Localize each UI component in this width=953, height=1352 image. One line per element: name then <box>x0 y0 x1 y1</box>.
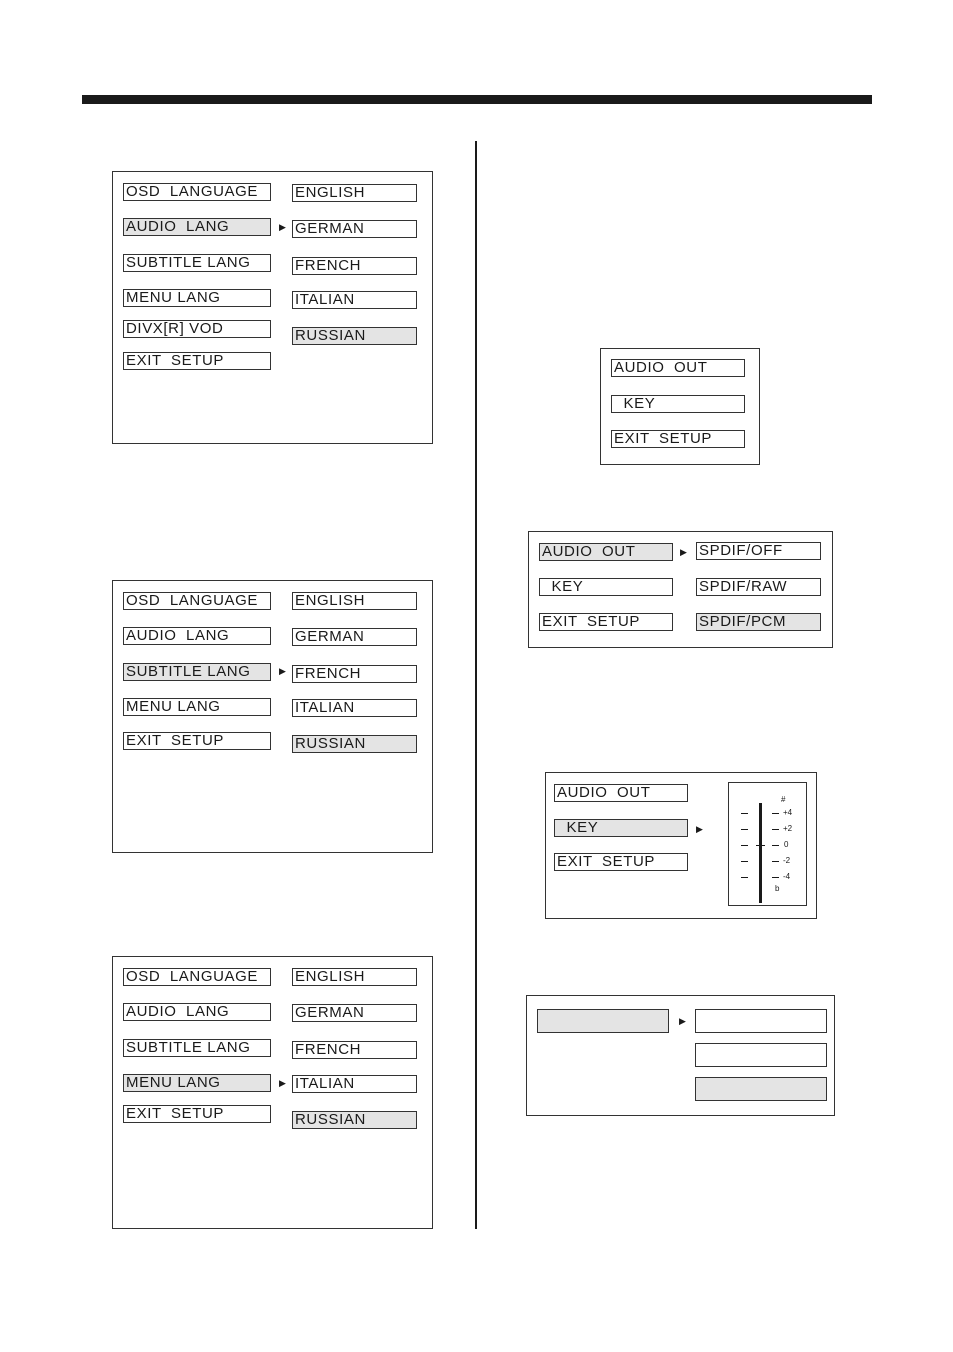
key-pitch-scale[interactable] <box>728 782 807 906</box>
blank-option-3[interactable] <box>695 1077 827 1101</box>
menu-item-exit-setup[interactable]: EXIT SETUP <box>611 430 745 448</box>
option-russian[interactable]: RUSSIAN <box>292 735 417 753</box>
option-german[interactable]: GERMAN <box>292 628 417 646</box>
menu-item-menu-lang[interactable]: MENU LANG <box>123 1074 271 1092</box>
option-spdif-raw[interactable]: SPDIF/RAW <box>696 578 821 596</box>
scale-tick-left <box>741 861 748 862</box>
option-french[interactable]: FRENCH <box>292 665 417 683</box>
menu-item-audio-lang[interactable]: AUDIO LANG <box>123 1003 271 1021</box>
scale-label-minus4: -4 <box>783 872 791 881</box>
option-english[interactable]: ENGLISH <box>292 592 417 610</box>
selection-arrow-icon: ▶ <box>279 1078 286 1088</box>
option-french[interactable]: FRENCH <box>292 257 417 275</box>
option-italian[interactable]: ITALIAN <box>292 699 417 717</box>
scale-current-marker <box>756 845 765 846</box>
selection-arrow-icon: ▶ <box>279 222 286 232</box>
option-french[interactable]: FRENCH <box>292 1041 417 1059</box>
blank-option-2[interactable] <box>695 1043 827 1067</box>
menu-item-audio-out[interactable]: AUDIO OUT <box>554 784 688 802</box>
scale-label-zero: 0 <box>784 840 789 849</box>
blank-menu-item[interactable] <box>537 1009 669 1033</box>
scale-label-plus4: +4 <box>783 808 793 817</box>
scale-label-plus2: +2 <box>783 824 793 833</box>
blank-option-1[interactable] <box>695 1009 827 1033</box>
menu-item-exit-setup[interactable]: EXIT SETUP <box>123 732 271 750</box>
language-setup-panel-audio <box>112 171 433 444</box>
flat-symbol: b <box>775 884 780 893</box>
scale-label-minus2: -2 <box>783 856 791 865</box>
option-english[interactable]: ENGLISH <box>292 968 417 986</box>
menu-item-menu-lang[interactable]: MENU LANG <box>123 698 271 716</box>
key-adjust-panel <box>545 772 817 919</box>
scale-tick-right <box>772 813 779 814</box>
language-setup-panel-subtitle <box>112 580 433 853</box>
menu-item-osd-language[interactable]: OSD LANGUAGE <box>123 183 271 201</box>
option-spdif-pcm[interactable]: SPDIF/PCM <box>696 613 821 631</box>
language-setup-panel-menu <box>112 956 433 1229</box>
scale-tick-right <box>772 845 779 846</box>
menu-item-audio-out[interactable]: AUDIO OUT <box>539 543 673 561</box>
menu-item-subtitle-lang[interactable]: SUBTITLE LANG <box>123 663 271 681</box>
top-rule <box>82 95 872 104</box>
audio-out-options-panel <box>528 531 833 648</box>
audio-setup-panel <box>600 348 760 465</box>
option-italian[interactable]: ITALIAN <box>292 1075 417 1093</box>
option-italian[interactable]: ITALIAN <box>292 291 417 309</box>
scale-tick-right <box>772 829 779 830</box>
menu-item-exit-setup[interactable]: EXIT SETUP <box>123 352 271 370</box>
menu-item-audio-out[interactable]: AUDIO OUT <box>611 359 745 377</box>
sharp-symbol: # <box>781 795 786 804</box>
menu-item-key[interactable]: KEY <box>554 819 688 837</box>
column-divider <box>475 141 477 1229</box>
menu-item-audio-lang[interactable]: AUDIO LANG <box>123 627 271 645</box>
option-german[interactable]: GERMAN <box>292 1004 417 1022</box>
selection-arrow-icon: ▶ <box>279 666 286 676</box>
option-russian[interactable]: RUSSIAN <box>292 1111 417 1129</box>
menu-item-exit-setup[interactable]: EXIT SETUP <box>554 853 688 871</box>
scale-tick-left <box>741 877 748 878</box>
scale-tick-right <box>772 861 779 862</box>
scale-tick-left <box>741 829 748 830</box>
menu-item-subtitle-lang[interactable]: SUBTITLE LANG <box>123 1039 271 1057</box>
menu-item-exit-setup[interactable]: EXIT SETUP <box>123 1105 271 1123</box>
menu-item-exit-setup[interactable]: EXIT SETUP <box>539 613 673 631</box>
menu-item-divx-vod[interactable]: DIVX[R] VOD <box>123 320 271 338</box>
option-russian[interactable]: RUSSIAN <box>292 327 417 345</box>
scale-tick-right <box>772 877 779 878</box>
menu-item-menu-lang[interactable]: MENU LANG <box>123 289 271 307</box>
option-english[interactable]: ENGLISH <box>292 184 417 202</box>
selection-arrow-icon: ▶ <box>679 1016 686 1026</box>
menu-item-key[interactable]: KEY <box>611 395 745 413</box>
option-spdif-off[interactable]: SPDIF/OFF <box>696 542 821 560</box>
blank-options-panel <box>526 995 835 1116</box>
scale-tick-left <box>741 813 748 814</box>
selection-arrow-icon: ▶ <box>680 547 687 557</box>
option-german[interactable]: GERMAN <box>292 220 417 238</box>
scale-axis <box>759 803 762 903</box>
menu-item-osd-language[interactable]: OSD LANGUAGE <box>123 968 271 986</box>
menu-item-subtitle-lang[interactable]: SUBTITLE LANG <box>123 254 271 272</box>
selection-arrow-icon: ▶ <box>696 824 703 834</box>
menu-item-audio-lang[interactable]: AUDIO LANG <box>123 218 271 236</box>
scale-tick-left <box>741 845 748 846</box>
menu-item-key[interactable]: KEY <box>539 578 673 596</box>
menu-item-osd-language[interactable]: OSD LANGUAGE <box>123 592 271 610</box>
